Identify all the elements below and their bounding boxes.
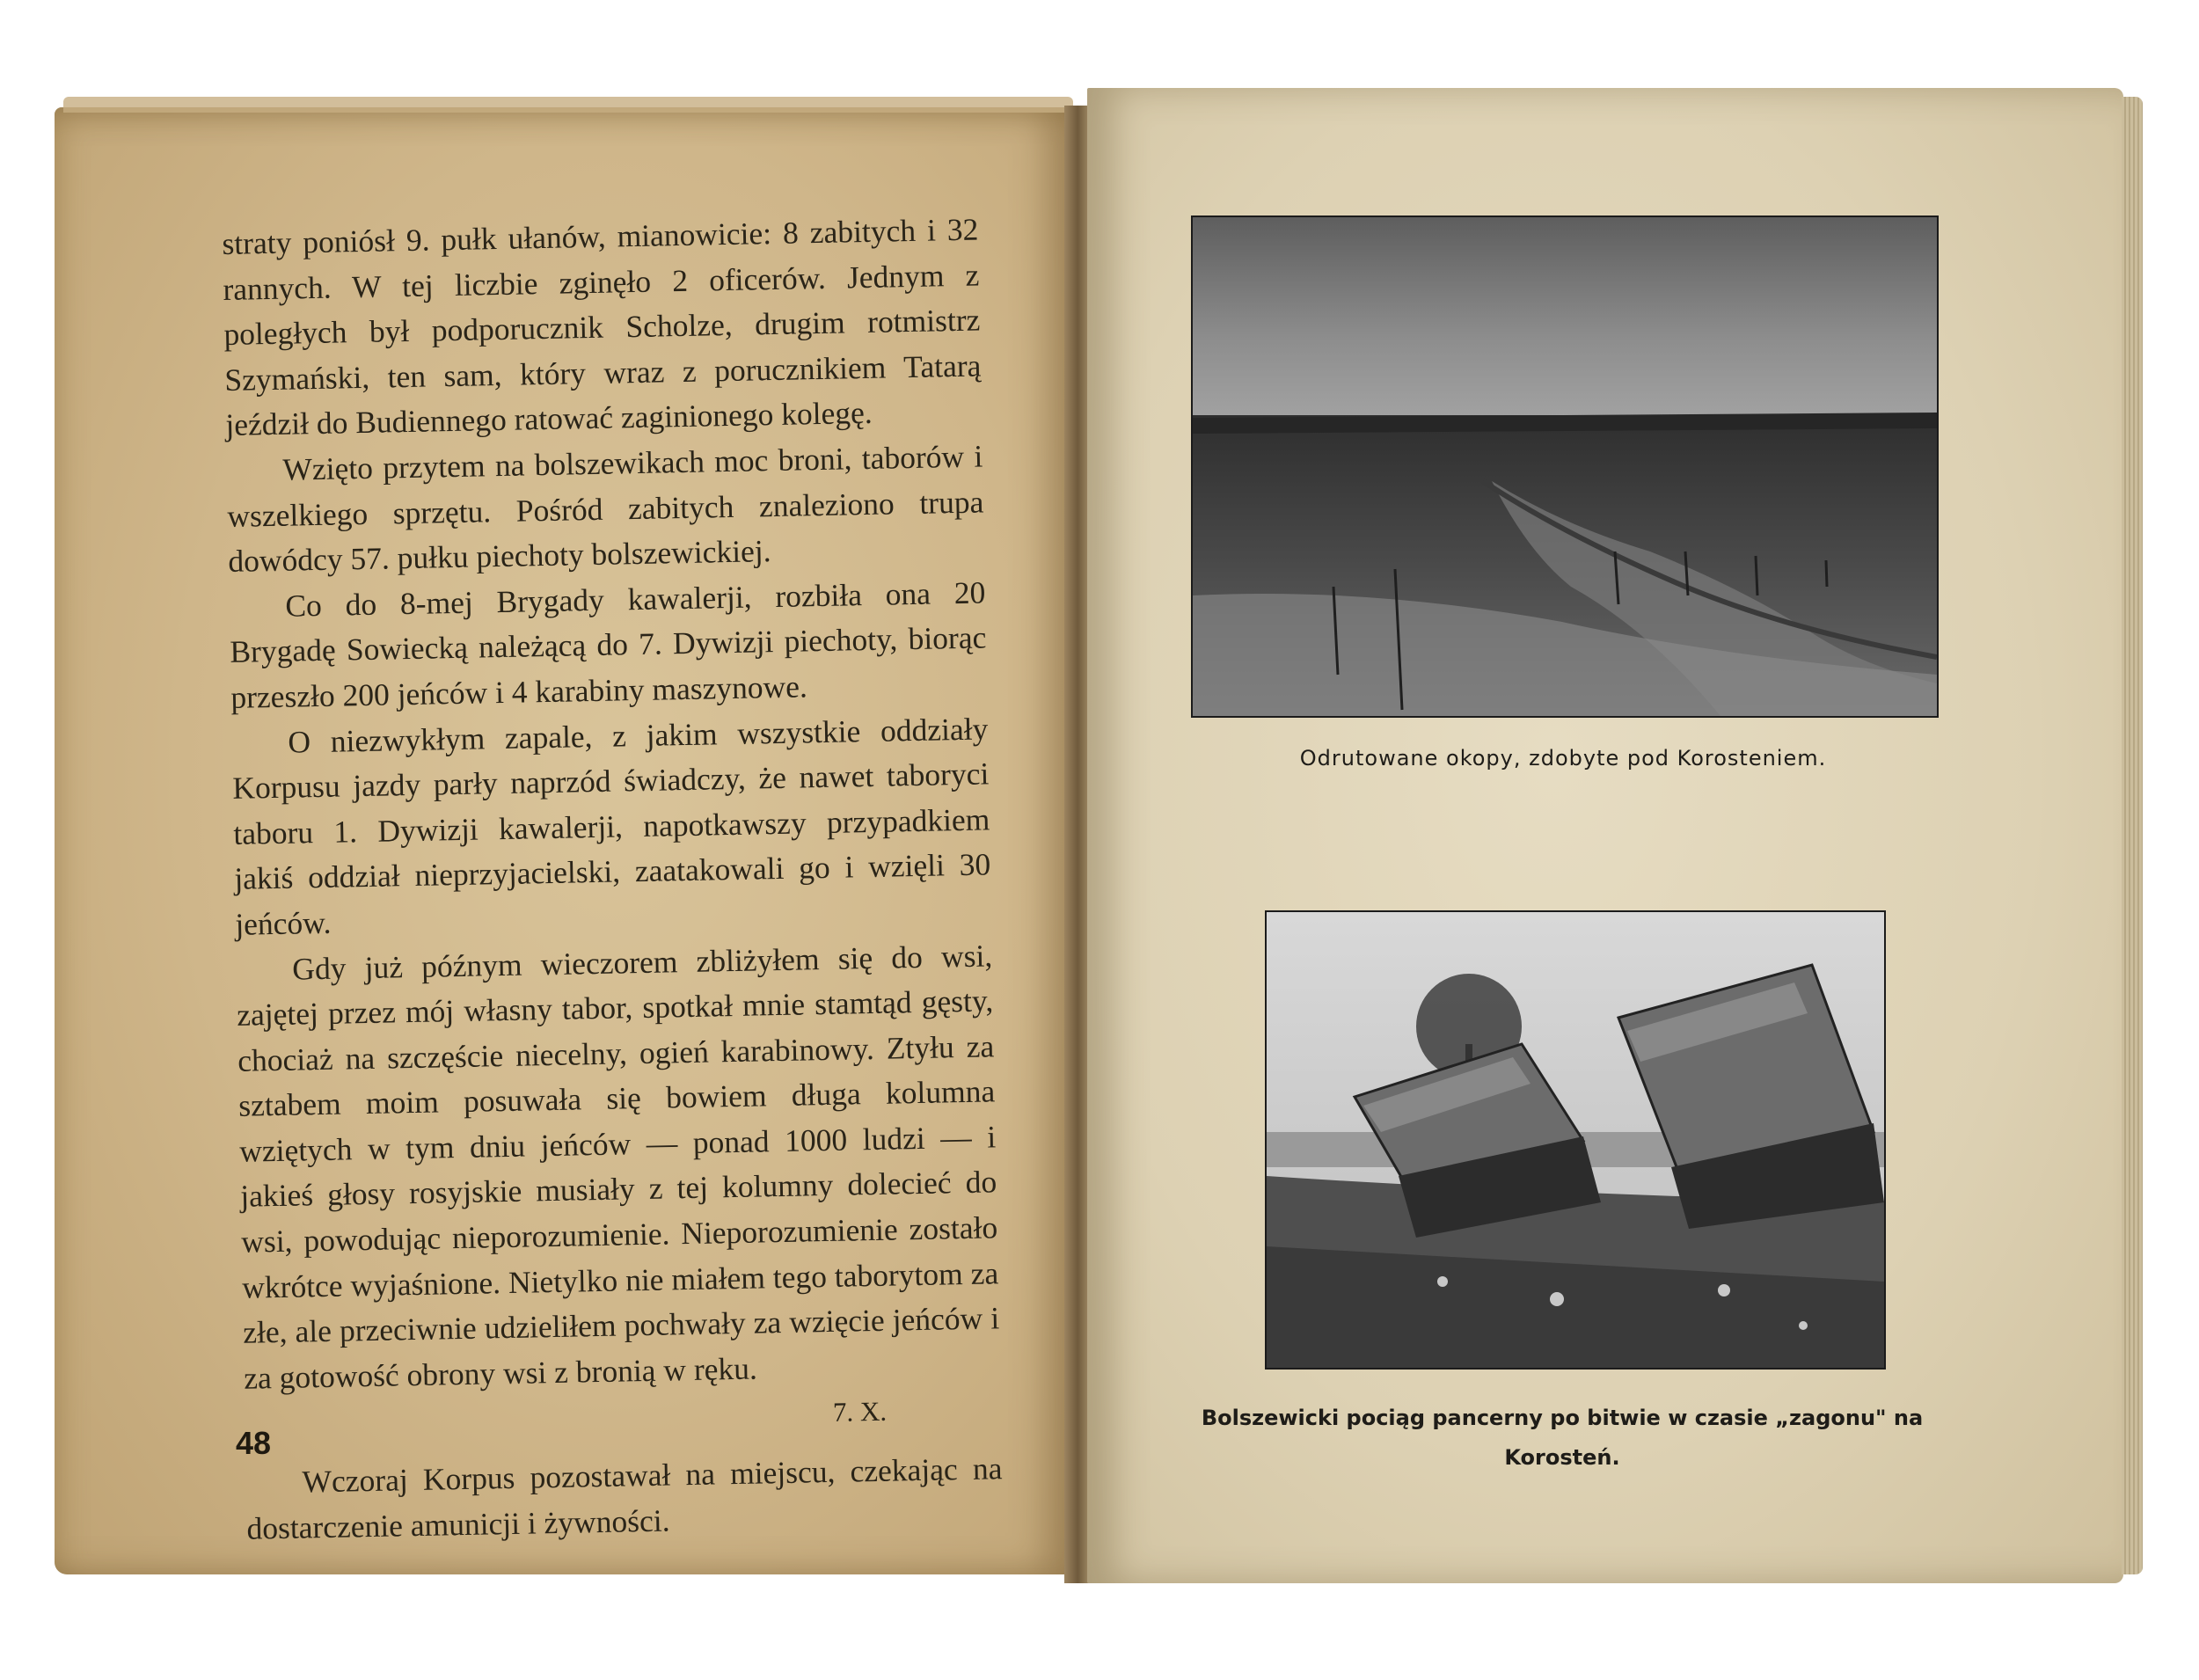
trenches-photo — [1191, 215, 1939, 718]
paragraph-final: Wczoraj Korpus pozostawał na miejscu, czekając na dostarczenie amunicji i żywności. — [246, 1450, 1003, 1546]
left-page-edge — [63, 97, 1073, 113]
caption-armored-train: Bolszewicki pociąg pancerny po bitwie w czasie „zagonu" na Korosteń. — [1201, 1406, 1924, 1470]
paragraph-2: Wzięto przytem na bolszewikach moc broni, taborów i wszelkiego sprzętu. Pośród zabitych znaleziono trupa dowódcy 57. pułku piechoty bolszewickiej. — [227, 438, 984, 580]
page-stack-edge — [2122, 97, 2143, 1574]
armored-train-photo — [1265, 910, 1886, 1370]
caption-trenches: Odrutowane okopy, zdobyte pod Korosteniem. — [1299, 746, 1827, 771]
paragraph-4: O niezwykłym zapale, z jakim wszystkie oddziały Korpusu jazdy parły naprzód świadczy, że nawet taboryci taboru 1. Dywizji kawalerji, napotkawszy przypadkiem jakiś oddział nieprzyjacielski, zaatakowali go i wzięli 30 jeńców. — [231, 710, 991, 942]
paragraph-1: straty poniósł 9. pułk ułanów, mianowicie: 8 zabitych i 32 rannych. W tej liczbie zginęło 2 oficerów. Jednym z poległych był podporucznik Scholze, drugim rotmistrz Szymański, ten sam, który wraz z porucznikiem Tatarą jeździł do Budiennego ratować zaginionego kolegę. — [222, 211, 982, 443]
page-number: 48 — [236, 1425, 272, 1461]
armored-train-photo-image — [1267, 912, 1884, 1368]
paragraph-5: Gdy już późnym wieczorem zbliżyłem się do wsi, zajętej przez mój własny tabor, spotkał mnie stamtąd gęsty, chociaż na szczęście niecelny, ogień karabinowy. Ztyłu za sztabem moim posuwała się bowiem długa kolumna wziętych w tym dniu jeńców — ponad 1000 ludzi — i jakieś głosy rosyjskie musiały z tej kolumny dolecieć do wsi, powodując nieporozumienie. Nieporozumienie zostało wkrótce wyjaśnione. Nietylko nie miałem tego taborytom za złe, ale przeciwnie udzieliłem pochwały za wzięcie jeńców i za gotowość obrony wsi z bronią w ręku. — [236, 937, 1000, 1396]
right-page — [1087, 88, 2123, 1583]
date-line: 7. X. — [832, 1396, 888, 1428]
left-page — [55, 107, 1073, 1574]
trenches-photo-image — [1193, 217, 1937, 716]
paragraph-3: Co do 8-mej Brygady kawalerji, rozbiła ona 20 Brygadę Sowiecką należącą do 7. Dywizji piechoty, biorąc przeszło 200 jeńców i 4 karabiny maszynowe. — [230, 574, 987, 715]
left-page-text — [222, 207, 1004, 1551]
